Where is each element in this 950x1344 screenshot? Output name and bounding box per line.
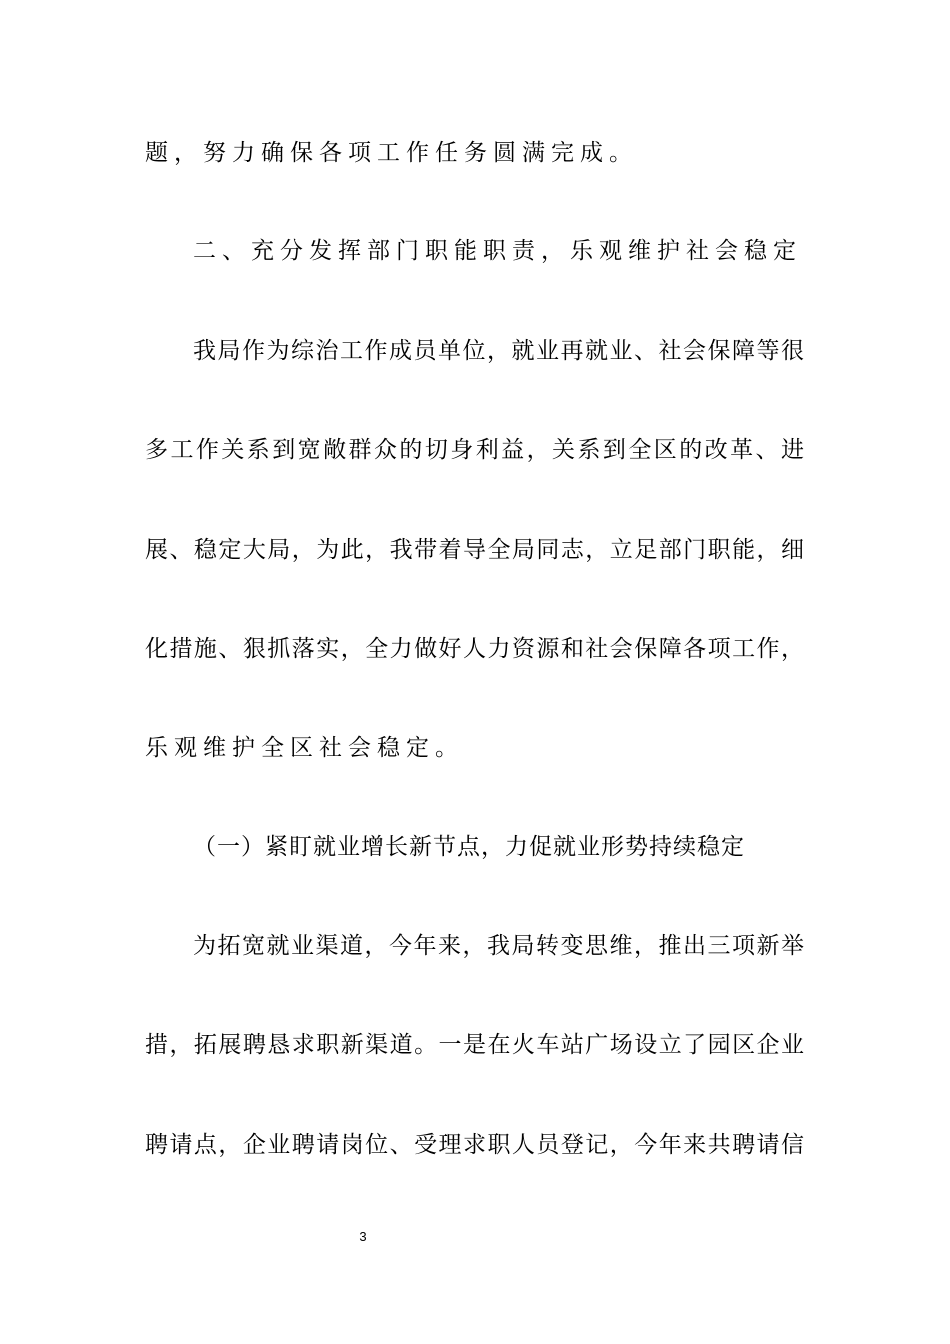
paragraph-line: 化措施、狠抓落实，全力做好人力资源和社会保障各项工作， xyxy=(145,636,804,662)
section-heading: 二、充分发挥部门职能职责，乐观维护社会稳定 xyxy=(193,238,802,264)
subsection-heading: （一）紧盯就业增长新节点，力促就业形势持续稳定 xyxy=(193,834,745,860)
page-number: 3 xyxy=(359,1229,367,1244)
paragraph-line: 展、稳定大局，为此，我带着导全局同志，立足部门职能，细 xyxy=(145,537,804,563)
paragraph-line: 乐观维护全区社会稳定。 xyxy=(145,735,464,761)
paragraph-line: 措，拓展聘恳求职新渠道。一是在火车站广场设立了园区企业 xyxy=(145,1032,804,1058)
paragraph-line: 题，努力确保各项工作任务圆满完成。 xyxy=(145,140,638,166)
paragraph-line: 聘请点，企业聘请岗位、受理求职人员登记，今年来共聘请信 xyxy=(145,1132,804,1158)
paragraph-line: 多工作关系到宽敞群众的切身利益，关系到全区的改革、进 xyxy=(145,437,804,463)
paragraph-line: 我局作为综治工作成员单位，就业再就业、社会保障等很 xyxy=(193,338,804,364)
paragraph-line: 为拓宽就业渠道，今年来，我局转变思维，推出三项新举 xyxy=(193,933,804,959)
